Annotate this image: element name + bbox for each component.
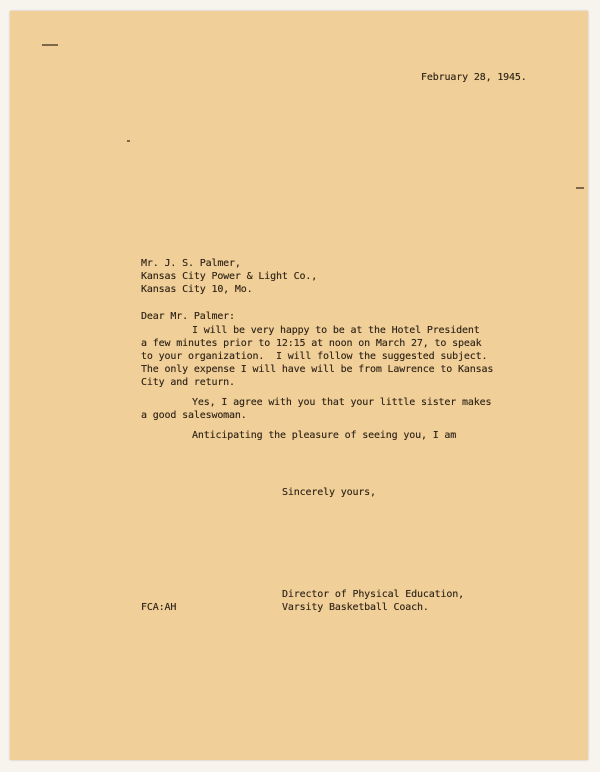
paragraph-line: Yes, I agree with you that your little sister makes — [192, 397, 492, 408]
signature-title-line: Varsity Basketball Coach. — [282, 602, 429, 613]
paper-speck — [42, 44, 58, 46]
letter-date: February 28, 1945. — [421, 72, 527, 83]
paragraph-line: The only expense I will have will be from Lawrence to Kansas — [141, 364, 494, 375]
letter-page — [10, 11, 588, 760]
paper-speck — [127, 140, 130, 142]
recipient-name: Mr. J. S. Palmer, — [141, 258, 241, 269]
signature-title-line: Director of Physical Education, — [282, 589, 464, 600]
paragraph-line: City and return. — [141, 377, 235, 388]
body-paragraph-3: Anticipating the pleasure of seeing you, I am — [192, 430, 457, 441]
paragraph-line: a few minutes prior to 12:15 at noon on March 27, to speak — [141, 338, 482, 349]
recipient-city: Kansas City 10, Mo. — [141, 284, 253, 295]
paragraph-line: to your organization. I will follow the suggested subject. — [141, 351, 488, 362]
recipient-company: Kansas City Power & Light Co., — [141, 271, 318, 282]
paper-speck — [576, 187, 584, 189]
closing: Sincerely yours, — [282, 487, 376, 498]
salutation: Dear Mr. Palmer: — [141, 311, 235, 322]
typist-initials: FCA:AH — [141, 602, 177, 613]
paragraph-line: a good saleswoman. — [141, 410, 247, 421]
paragraph-line: I will be very happy to be at the Hotel President — [192, 325, 480, 336]
